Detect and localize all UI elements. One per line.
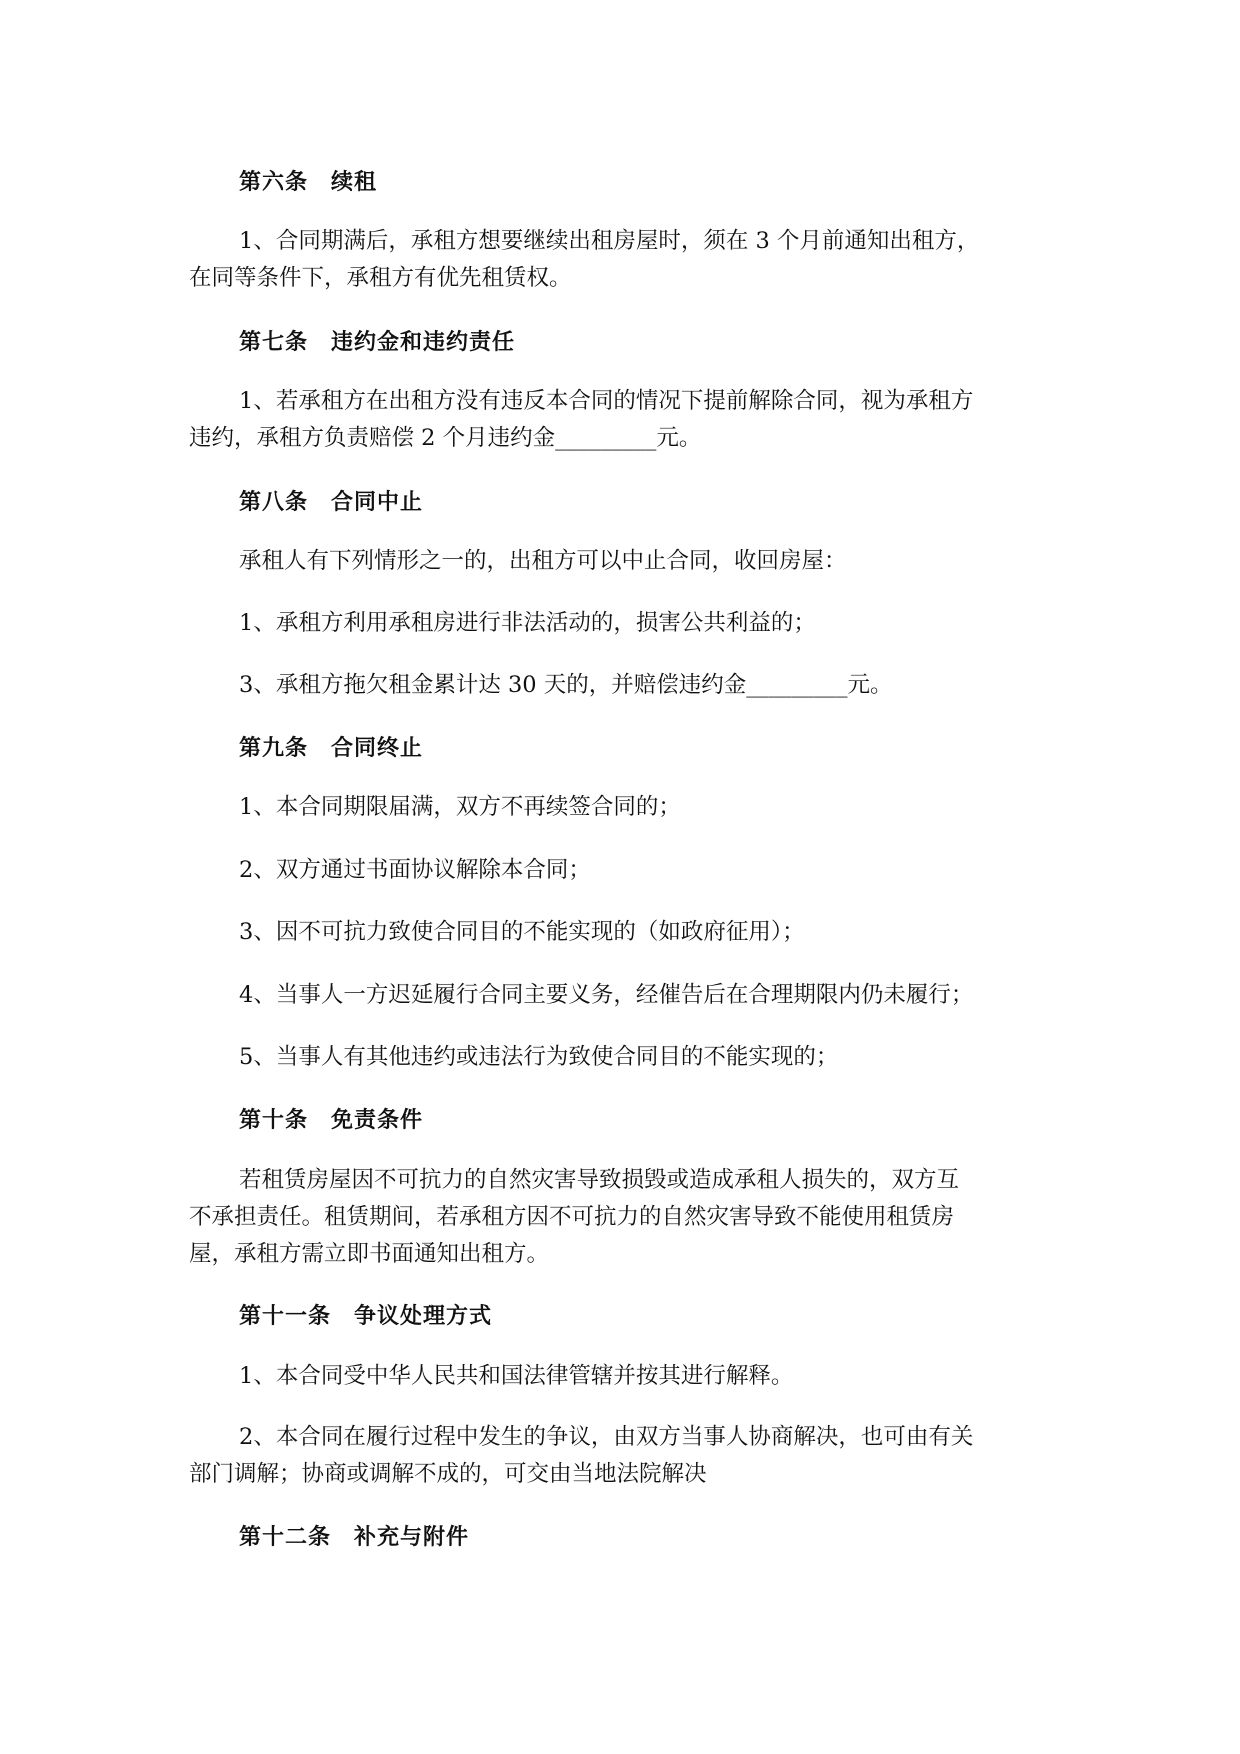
article-9-paragraph-3: 3、因不可抗力致使合同目的不能实现的（如政府征用）； — [239, 919, 805, 945]
article-11-heading: 第十一条 争议处理方式 — [239, 1304, 493, 1329]
article-11-paragraph-2-line-2: 部门调解；协商或调解不成的，可交由当地法院解决 — [189, 1461, 707, 1487]
article-9-paragraph-4: 4、当事人一方迟延履行合同主要义务，经催告后在合理期限内仍未履行； — [239, 982, 974, 1008]
article-9-paragraph-2: 2、双方通过书面协议解除本合同； — [239, 857, 591, 883]
article-8-paragraph-3: 3、承租方拖欠租金累计达 30 天的，并赔偿违约金_________元。 — [239, 672, 893, 698]
article-10-paragraph-1-line-3: 屋，承租方需立即书面通知出租方。 — [189, 1241, 550, 1267]
article-9-paragraph-5: 5、当事人有其他违约或违法行为致使合同目的不能实现的； — [239, 1044, 839, 1070]
article-7-paragraph-1-line-2: 违约，承租方负责赔偿 2 个月违约金_________元。 — [189, 425, 702, 451]
article-9-heading: 第九条 合同终止 — [239, 736, 424, 761]
article-12-heading: 第十二条 补充与附件 — [239, 1525, 470, 1550]
article-8-heading: 第八条 合同中止 — [239, 490, 424, 515]
article-7-heading: 第七条 违约金和违约责任 — [239, 330, 516, 355]
article-10-paragraph-1-line-1: 若租赁房屋因不可抗力的自然灾害导致损毁或造成承租人损失的，双方互 — [239, 1167, 960, 1193]
article-9-paragraph-1: 1、本合同期限届满，双方不再续签合同的； — [239, 794, 681, 820]
article-10-heading: 第十条 免责条件 — [239, 1108, 424, 1133]
article-8-paragraph-1: 承租人有下列情形之一的，出租方可以中止合同，收回房屋： — [239, 548, 847, 574]
article-11-paragraph-1: 1、本合同受中华人民共和国法律管辖并按其进行解释。 — [239, 1363, 794, 1389]
article-6-paragraph-1-line-1: 1、合同期满后，承租方想要继续出租房屋时，须在 3 个月前通知出租方， — [239, 228, 980, 254]
article-11-paragraph-2-line-1: 2、本合同在履行过程中发生的争议，由双方当事人协商解决，也可由有关 — [239, 1424, 974, 1450]
article-6-heading: 第六条 续租 — [239, 170, 378, 195]
article-6-paragraph-1-line-2: 在同等条件下，承租方有优先租赁权。 — [189, 265, 572, 291]
article-10-paragraph-1-line-2: 不承担责任。租赁期间，若承租方因不可抗力的自然灾害导致不能使用租赁房 — [189, 1204, 955, 1230]
article-8-paragraph-2: 1、承租方利用承租房进行非法活动的，损害公共利益的； — [239, 610, 816, 636]
article-7-paragraph-1-line-1: 1、若承租方在出租方没有违反本合同的情况下提前解除合同，视为承租方 — [239, 388, 974, 414]
